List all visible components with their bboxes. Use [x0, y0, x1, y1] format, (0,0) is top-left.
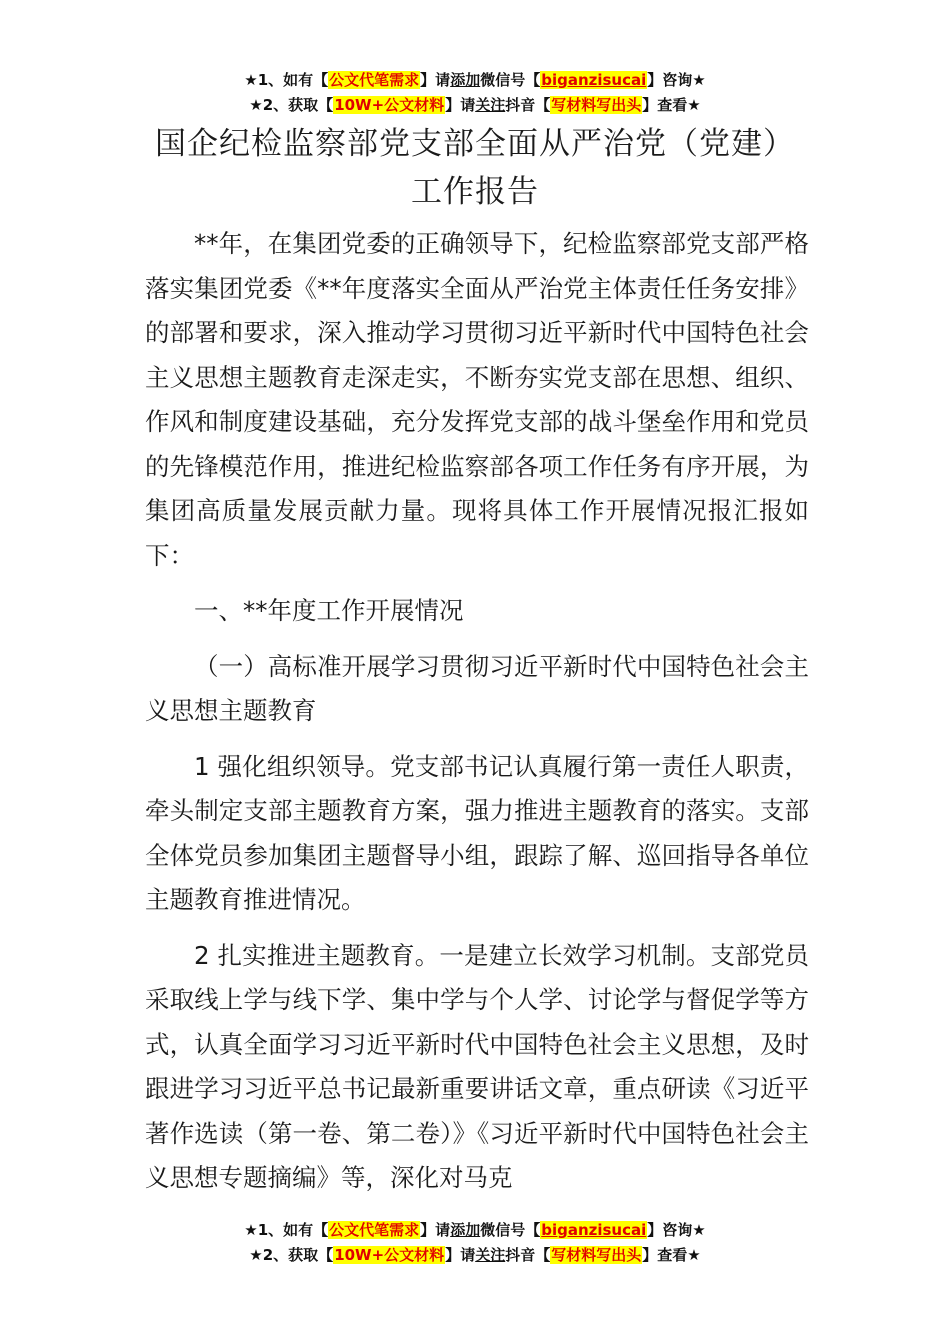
banner-text: 抖音【	[505, 1246, 551, 1264]
banner-line-2	[0, 93, 950, 118]
banner-text: 】请	[420, 71, 451, 89]
banner-text: ★2、获取【	[249, 96, 334, 114]
header-banner	[0, 68, 950, 118]
banner-underlined-text: 添加	[450, 71, 481, 89]
banner-text: 微信号【	[480, 1221, 541, 1239]
banner-text: 】请	[445, 96, 476, 114]
banner-text: 】请	[420, 1221, 451, 1239]
banner-text: ★1、如有【	[244, 1221, 329, 1239]
banner-line-1	[0, 68, 950, 93]
banner-text: 】查看★	[642, 1246, 701, 1264]
banner-text: 】咨询★	[647, 71, 706, 89]
document-title: 国企纪检监察部党支部全面从严治党（党建）工作报告	[155, 126, 795, 210]
banner-underlined-text: 关注	[475, 96, 506, 114]
banner-text: 】查看★	[642, 96, 701, 114]
banner-highlight: 写材料写出头	[551, 96, 642, 114]
banner-text: 】咨询★	[647, 1221, 706, 1239]
banner-highlight: 10W+公文材料	[334, 96, 445, 114]
banner-highlight: 写材料写出头	[551, 1246, 642, 1264]
body-paragraph: 1 强化组织领导。党支部书记认真履行第一责任人职责，牵头制定支部主题教育方案，强力推进主题教育的落实。支部全体党员参加集团主题督导小组，跟踪了解、巡回指导各单位主题教育推进情况。	[145, 751, 809, 914]
subsection-heading: （一）高标准开展学习贯彻习近平新时代中国特色社会主义思想主题教育	[145, 651, 809, 725]
banner-text: 】请	[445, 1246, 476, 1264]
banner-highlight: 公文代笔需求	[329, 1221, 420, 1239]
banner-text: 抖音【	[505, 96, 551, 114]
intro-paragraph: **年，在集团党委的正确领导下，纪检监察部党支部严格落实集团党委《**年度落实全面从严治党主体责任任务安排》的部署和要求，深入推动学习贯彻习近平新时代中国特色社会主义思想主题教育走深走实，不断夯实党支部在思想、组织、作风和制度建设基础，充分发挥党支部的战斗堡垒作用和党员的先锋模范作用，推进纪检监察部各项工作任务有序开展，为集团高质量发展贡献力量。现将具体工作开展情况报汇报如下：	[145, 229, 809, 570]
banner-highlight: 公文代笔需求	[329, 71, 420, 89]
banner-highlight: 10W+公文材料	[334, 1246, 445, 1264]
footer-banner	[0, 1218, 950, 1268]
banner-text: 微信号【	[480, 71, 541, 89]
banner-wechat-id: biganzisucai	[541, 1221, 647, 1239]
document-body	[145, 222, 809, 1201]
banner-line-2	[0, 1243, 950, 1268]
banner-line-1	[0, 1218, 950, 1243]
section-heading: 一、**年度工作开展情况	[194, 596, 464, 625]
banner-underlined-text: 关注	[475, 1246, 506, 1264]
banner-text: ★1、如有【	[244, 71, 329, 89]
body-paragraph: 2 扎实推进主题教育。一是建立长效学习机制。支部党员采取线上学与线下学、集中学与个人学、讨论学与督促学等方式，认真全面学习习近平新时代中国特色社会主义思想，及时跟进学习习近平总书记最新重要讲话文章，重点研读《习近平著作选读（第一卷、第二卷）》《习近平新时代中国特色社会主义思想专题摘编》等，深化对马克	[145, 940, 809, 1192]
banner-text: ★2、获取【	[249, 1246, 334, 1264]
banner-underlined-text: 添加	[450, 1221, 481, 1239]
banner-wechat-id: biganzisucai	[541, 71, 647, 89]
